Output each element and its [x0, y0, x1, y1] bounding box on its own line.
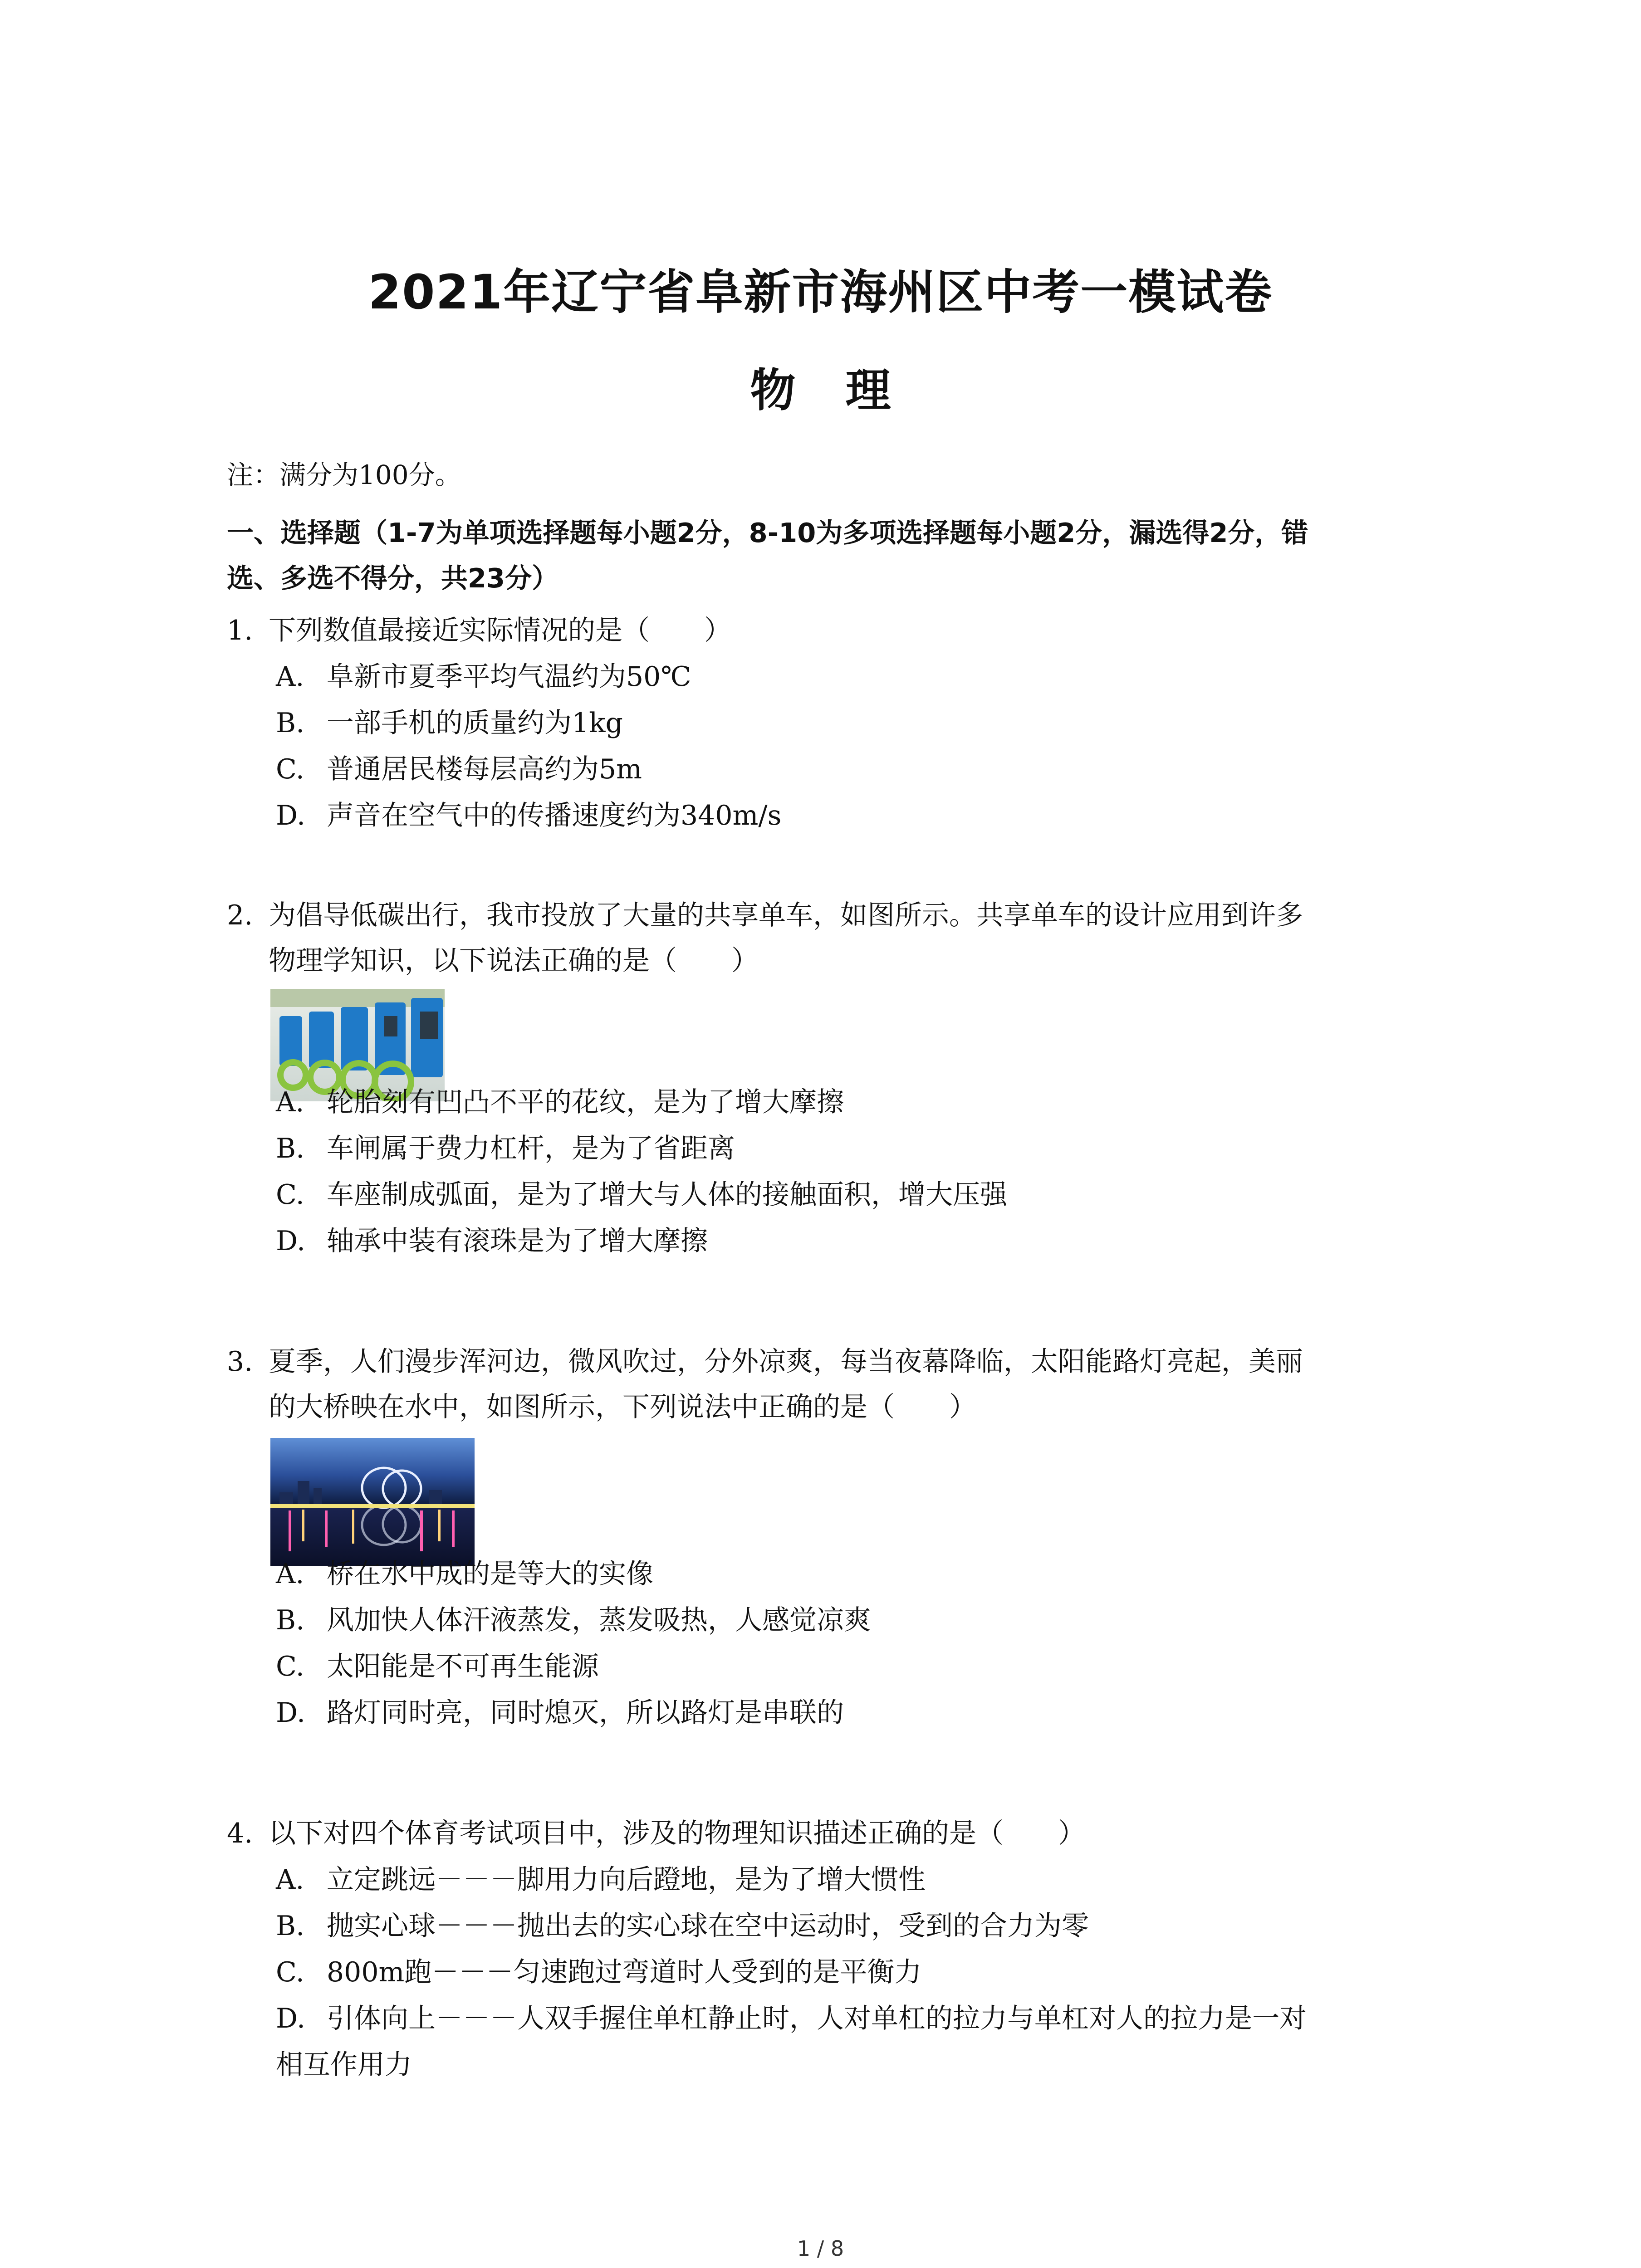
option-label: D.	[276, 2003, 306, 2034]
option-text: 声音在空气中的传播速度约为340m/s	[327, 800, 782, 831]
question-text: 下列数值最接近实际情况的是（ ）	[269, 615, 731, 646]
question-3-option-c	[276, 1644, 1437, 1689]
question-2-option-a	[276, 1080, 1437, 1125]
page-number: 1 / 8	[797, 2236, 844, 2261]
option-label: A.	[276, 661, 304, 693]
question-2-option-b	[276, 1126, 1437, 1171]
subject-heading: 物理	[750, 364, 941, 417]
question-number: 3.	[227, 1346, 253, 1378]
option-text: 800m跑－－－匀速跑过弯道时人受到的是平衡力	[327, 1956, 922, 1988]
option-label: B.	[276, 1910, 305, 1942]
question-2-stem	[227, 893, 1434, 983]
option-label: A.	[276, 1558, 304, 1590]
option-text: 阜新市夏季平均气温约为50℃	[327, 661, 691, 693]
question-1-stem	[227, 608, 1434, 653]
option-label: B.	[276, 707, 305, 739]
option-label: D.	[276, 1225, 306, 1257]
question-4-stem	[227, 1811, 1434, 1856]
option-text: 轴承中装有滚珠是为了增大摩擦	[327, 1225, 708, 1257]
question-1-option-c	[276, 747, 1437, 792]
option-label: B.	[276, 1133, 305, 1164]
bridge-photo-image	[270, 1438, 475, 1566]
option-text: 桥在水中成的是等大的实像	[327, 1558, 653, 1590]
score-note: 注：满分为100分。	[227, 459, 461, 490]
option-text: 引体向上－－－人双手握住单杠静止时，人对单杠的拉力与单杠对人的拉力是一对	[327, 2003, 1307, 2034]
question-3-stem	[227, 1339, 1434, 1430]
option-text: 太阳能是不可再生能源	[327, 1651, 599, 1682]
question-4-option-b	[276, 1903, 1437, 1949]
question-text-cont: 的大桥映在水中，如图所示，下列说法中正确的是（ ）	[269, 1391, 976, 1423]
question-text-cont: 物理学知识，以下说法正确的是（ ）	[269, 945, 759, 977]
question-4-option-a	[276, 1857, 1437, 1902]
question-number: 1.	[227, 615, 253, 646]
option-label: A.	[276, 1864, 304, 1896]
option-text: 轮胎刻有凹凸不平的花纹，是为了增大摩擦	[327, 1086, 844, 1118]
option-text: 风加快人体汗液蒸发，蒸发吸热，人感觉凉爽	[327, 1604, 871, 1636]
question-4-option-c	[276, 1950, 1437, 1995]
option-label: C.	[276, 1651, 304, 1682]
question-4-option-d	[276, 1996, 1437, 2041]
bridge-photo	[270, 1438, 475, 1566]
option-text: 抛实心球－－－抛出去的实心球在空中运动时，受到的合力为零	[327, 1910, 1089, 1942]
section-heading-line1: 一、选择题（1-7为单项选择题每小题2分，8-10为多项选择题每小题2分，漏选得2分，错	[227, 517, 1308, 548]
question-text: 以下对四个体育考试项目中，涉及的物理知识描述正确的是（ ）	[269, 1818, 1085, 1849]
question-3-option-d	[276, 1690, 1437, 1735]
question-3-option-b	[276, 1598, 1437, 1643]
option-label: B.	[276, 1604, 305, 1636]
option-text: 普通居民楼每层高约为5m	[327, 753, 642, 785]
question-1-option-d	[276, 793, 1437, 838]
option-text: 路灯同时亮，同时熄灭，所以路灯是串联的	[327, 1697, 844, 1729]
option-label: C.	[276, 1956, 304, 1988]
question-1-option-b	[276, 700, 1437, 746]
option-label: A.	[276, 1086, 304, 1118]
question-2-option-c	[276, 1172, 1437, 1217]
section-heading	[227, 510, 1434, 601]
question-number: 2.	[227, 899, 253, 931]
question-number: 4.	[227, 1818, 253, 1849]
option-text: 车闸属于费力杠杆，是为了省距离	[327, 1133, 735, 1164]
option-label: D.	[276, 1697, 306, 1729]
option-text: 一部手机的质量约为1kg	[327, 707, 623, 739]
option-text: 车座制成弧面，是为了增大与人体的接触面积，增大压强	[327, 1179, 1007, 1211]
question-2-option-d	[276, 1218, 1437, 1264]
option-label: D.	[276, 800, 306, 831]
question-4-option-d-cont: 相互作用力	[276, 2049, 412, 2081]
option-label: C.	[276, 1179, 304, 1211]
question-3-option-a	[276, 1551, 1437, 1597]
question-1-option-a	[276, 654, 1437, 699]
option-text: 立定跳远－－－脚用力向后蹬地，是为了增大惯性	[327, 1864, 926, 1896]
exam-title: 2021年辽宁省阜新市海州区中考一模试卷	[368, 264, 1273, 320]
option-label: C.	[276, 753, 304, 785]
question-text: 夏季，人们漫步浑河边，微风吹过，分外凉爽，每当夜幕降临，太阳能路灯亮起，美丽	[269, 1346, 1303, 1378]
question-text: 为倡导低碳出行，我市投放了大量的共享单车，如图所示。共享单车的设计应用到许多	[269, 899, 1303, 931]
section-heading-line2: 选、多选不得分，共23分）	[227, 562, 559, 594]
